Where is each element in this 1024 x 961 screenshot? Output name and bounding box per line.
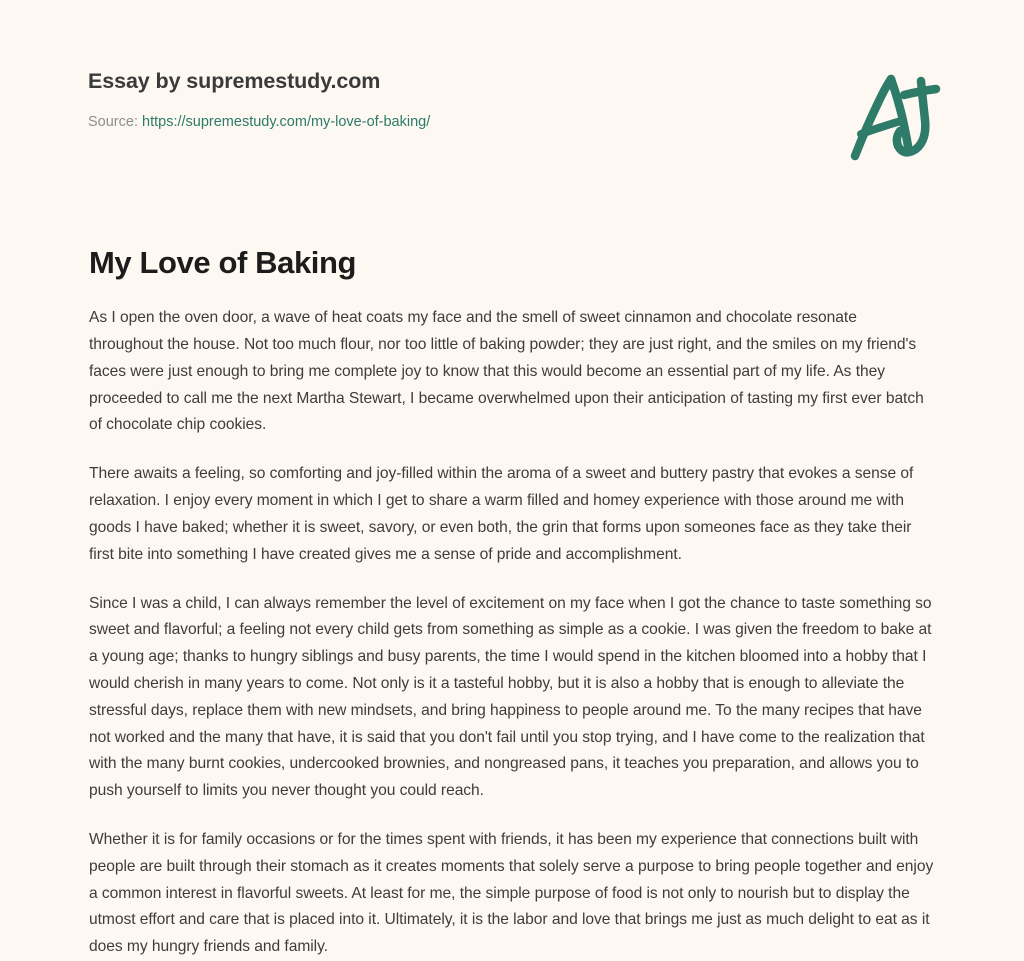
article-paragraph: As I open the oven door, a wave of heat coats my face and the smell of sweet cinnamon and chocolate resonate throughout the house. Not too much flour, nor too little of baking powder; they are just right, and the smiles on my friend's faces were just enough to bring me complete joy to know that this would become an essential part of my life. As they proceeded to call me the next Martha Stewart, I became overwhelmed upon their anticipation of tasting my first ever batch of chocolate chip cookies. — [89, 309, 924, 434]
source-url-link[interactable]: https://supremestudy.com/my-love-of-baking/ — [142, 113, 431, 130]
source-label: Source: — [88, 113, 138, 130]
article-paragraph: Since I was a child, I can always remember the level of excitement on my face when I got the chance to taste something so sweet and flavorful; a feeling not every child gets from something as simple as a cookie. I was given the freedom to bake at a young age; thanks to hungry siblings and busy parents, the time I would spend in the kitchen bloomed into a hobby that I would cherish in many years to come. Not only is it a tasteful hobby, but it is also a hobby that is enough to alleviate the stressful days, replace them with new mindsets, and bring happiness to people around me. To the many recipes that have not worked and the many that have, it is said that you don't fail until you stop trying, and I have come to the realization that with the many burnt cookies, undercooked brownies, and nongreased pans, it teaches you preparation, and allows you to push yourself to limits you never thought you could reach. — [89, 594, 932, 800]
site-logo[interactable] — [840, 58, 948, 170]
header-text-block — [88, 68, 708, 132]
article-paragraph: Whether it is for family occasions or for the times spent with friends, it has been my experience that connections built with people are built through their stomach as it creates moments that solely serve a purpose to bring people together and enjoy a common interest in flavorful sweets. At least for me, the simple purpose of food is not only to nourish but to display the utmost effort and care that is placed into it. Ultimately, it is the labor and love that brings me just as much delight to eat as it does my hungry friends and family. — [89, 831, 934, 956]
article-paragraph: There awaits a feeling, so comforting and joy-filled within the aroma of a sweet and buttery pastry that evokes a sense of relaxation. I enjoy every moment in which I get to share a warm filled and homey experience with those around me with goods I have baked; whether it is sweet, savory, or even both, the grin that forms upon someones face as they take their first bite into something I have created gives me a sense of pride and accomplishment. — [89, 465, 914, 563]
essay-byline: Essay by supremestudy.com — [88, 69, 381, 93]
article-body — [89, 305, 935, 961]
page-header — [0, 0, 1024, 200]
article — [89, 244, 935, 961]
page-title: My Love of Baking — [89, 245, 357, 280]
a-plus-logo-icon — [840, 58, 948, 170]
source-line — [88, 95, 708, 132]
